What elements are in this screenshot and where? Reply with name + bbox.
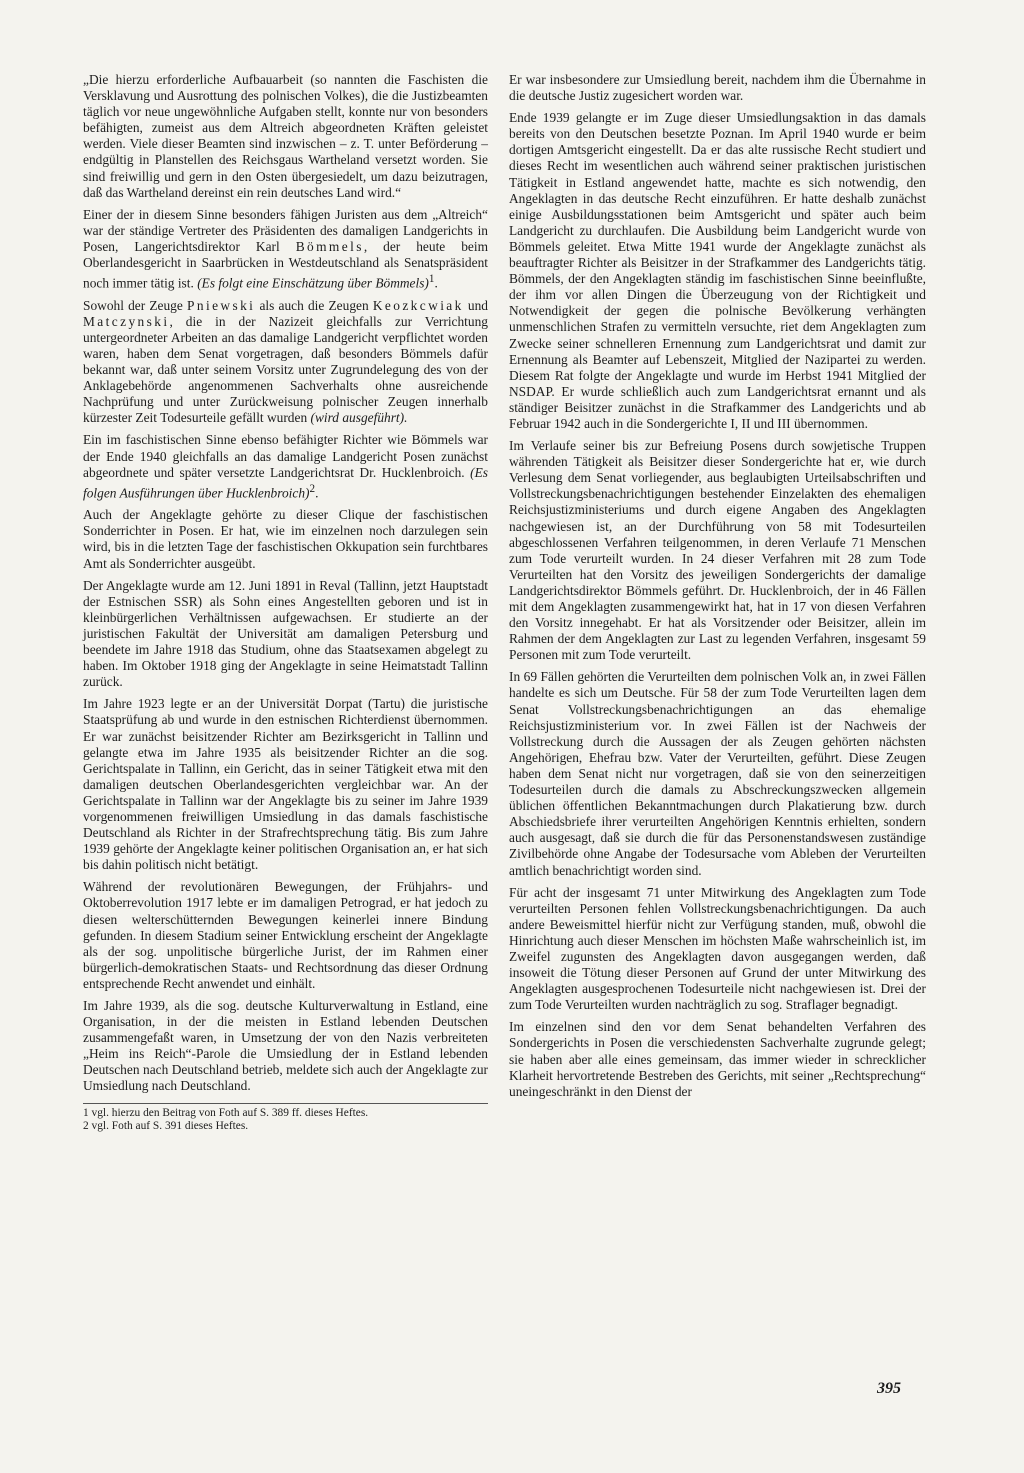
paragraph: Auch der Angeklagte gehörte zu dieser Clique der faschistischen Sonderrichter in Posen. Er hat, wie im einzelnen noch darzulegen sein wird, bis in die letzten Tage der faschistischen Okkupation sein furchtbares Amt als Sonderrichter ausgeübt. xyxy=(83,507,488,571)
paragraph: Einer der in diesem Sinne besonders fähigen Juristen aus dem „Altreich“ war der ständige Vertreter des Präsidenten des damaligen Landgerichts in Posen, Langerichtsdirektor Karl Bömmels, der heute beim Oberlandesgericht in Saarbrücken in Westdeutschland als Senatspräsident noch immer tätig ist. (Es folgt eine Einschätzung über Bömmels)$^1$. xyxy=(83,206,488,291)
paragraph: Er war insbesondere zur Umsiedlung bereit, nachdem ihm die Übernahme in die deutsche Justiz zugesichert worden war. xyxy=(509,72,926,104)
right-column xyxy=(509,72,926,1106)
paragraph: Während der revolutionären Bewegungen, der Frühjahrs- und Oktoberrevolution 1917 lebte er im damaligen Petrograd, er hat jedoch zu diesen welterschütternden Bewegungen keinerlei innere Bindung gefunden. In diesem Stadium seiner Entwicklung erscheint der Angeklagte als der sog. unpolitische bürgerliche Jurist, der im Rahmen einer bürgerlich-demokratischen Staats- und Rechtsordnung das dieser Ordnung entsprechende Recht anwendet und einhält. xyxy=(83,879,488,991)
paragraph: Im Jahre 1939, als die sog. deutsche Kulturverwaltung in Estland, eine Organisation, in der die meisten in Estland lebenden Deutschen zusammengefaßt waren, in Umsetzung der von den Nazis verbreiteten „Heim ins Reich“-Parole die Umsiedlung der in Estland lebenden Deutschen nach Deutschland betrieb, meldete sich auch der Angeklagte zur Umsiedlung nach Deutschland. xyxy=(83,998,488,1094)
paragraph xyxy=(83,298,488,427)
left-column xyxy=(83,72,488,1134)
page-number: 395 xyxy=(877,1380,901,1397)
person-name: Keozkcwiak xyxy=(372,297,464,313)
editorial-note: (wird ausgeführt). xyxy=(310,410,408,426)
footnote-ref: 2 xyxy=(309,482,316,495)
text-run: Einer der in diesem Sinne besonders fähigen Juristen aus dem „Altreich“ war der ständige Vertreter des Präsidenten des damaligen Landgerichts in Posen, Langerichtsdirektor Karl xyxy=(83,206,488,254)
paragraph: Ende 1939 gelangte er im Zuge dieser Umsiedlungsaktion in das damals bereits von den Deutschen besetzte Poznan. Im April 1940 wurde er beim dortigen Amtsgericht eingestellt. Da er das alte russische Recht studiert und dieses Recht im wesentlichen auch während seiner praktischen juristischen Tätigkeit in Estland angewendet hatte, machte es sich notwendig, den Angeklagten in das deutsche Recht einzuführen. Er hatte deshalb zunächst einige Ausbildungsstationen beim Amtsgericht und später auch beim Landgericht zu durchlaufen. Die Ausbildung beim Landgericht wurde von Bömmels geleitet. Etwa Mitte 1941 wurde der Angeklagte zunächst als beauftragter Richter als Beisitzer in der Strafkammer des Landgerichts tätig. Bömmels, der den Angeklagten ständig im faschistischen Sinne beeinflußte, der ihm vor allen Dingen die Überzeugung von der Richtigkeit und Notwendigkeit der gegen die polnische Bevölkerung verhängten unmenschlichen Strafen zu vermitteln versuchte, riet dem Angeklagten zum Zwecke seiner schnelleren Ernennung zum Landgerichtsrat und damit zur Ernennung als Beamter auf Lebenszeit, Mitglied der Nazipartei zu werden. Diesem Rat folgte der Angeklagte und wurde im Herbst 1941 Mitglied der NSDAP. Er wurde schließlich auch zum Landgerichtsrat ernannt und als ständiger Beisitzer zunächst in die Strafkammer des Landgerichts und ab Februar 1942 auch in die Sondergerichte I, II und III übernommen. xyxy=(509,110,926,431)
person-name: Bömmels xyxy=(295,238,364,254)
text-run: als auch die Zeugen xyxy=(255,297,373,313)
paragraph: In 69 Fällen gehörten die Verurteilten dem polnischen Volk an, in zwei Fällen handelte es sich um Deutsche. Für 58 der zum Tode Verurteilten lagen dem Senat Vollstreckungsbenachrichtigungen an das ehemalige Reichsjustizministerium vor. In zwei Fällen ist der Nachweis der Vollstreckung durch die Aussagen der als Zeugen gehörten nächsten Angehörigen, Ehefrau bzw. Vater der Verurteilten, geführt. Diese Zeugen haben dem Senat nicht nur vorgetragen, daß sie von den seinerzeitigen Todesurteilen durch die damals zu Abschreckungszwecken allgemein üblichen öffentlichen Bekanntmachungen durch Plakatierung bzw. durch Abschiedsbriefe ihrer verurteilten Angehörigen Kenntnis erhielten, sondern auch ausgesagt, daß sie durch die für das Personenstandswesen zuständige Zivilbehörde ohne Angabe der Todesursache vom Ableben der Verurteilten amtlich benachrichtigt worden sind. xyxy=(509,669,926,878)
editorial-note: (Es folgen Ausführungen über Hucklenbroich) xyxy=(83,464,488,501)
text-run: Ein im faschistischen Sinne ebenso befähigter Richter wie Bömmels war der Ende 1940 gleichfalls an das damalige Landgericht Posen zunächst abgeordnete und später versetzte Landgerichtsrat Dr. Hucklenbroich. xyxy=(83,432,488,480)
paragraph: Im einzelnen sind den vor dem Senat behandelten Verfahren des Sondergerichts in Posen die verschiedensten Sachverhalte zugrunde gelegt; sie haben aber alle eines gemeinsam, das immer wieder in schrecklicher Klarheit hervortretende Bestreben des Gerichts, mit seiner „Rechtsprechung“ uneingeschränkt in den Dienst der xyxy=(509,1019,926,1099)
footnote: 2 vgl. Foth auf S. 391 dieses Heftes. xyxy=(83,1120,249,1133)
text-run: und xyxy=(463,297,489,313)
footnote: 1 vgl. hierzu den Beitrag von Foth auf S. 389 ff. dieses Heftes. xyxy=(83,1106,369,1119)
person-name: Pniewski xyxy=(187,297,256,313)
text-run: , der heute beim Oberlandesgericht in Saarbrücken in Westdeutschland als Senatspräsident noch immer tätig ist. xyxy=(83,238,488,291)
paragraph: „Die hierzu erforderliche Aufbauarbeit (so nannten die Faschisten die Versklavung und Ausrottung des polnischen Volkes), die die Justizbeamten täglich vor neue ungewöhnliche Aufgaben stellt, konnte nur von besonders befähigten, zumeist aus dem Altreich abgeordneten Kräften geleistet werden. Viele dieser Beamten sind inzwischen – z. T. unter Beförderung – endgültig in Planstellen des Reichsgaus Wartheland versetzt worden. Sie sind freiwillig und gern in den Osten übergesiedelt, um dazu beizutragen, daß das Wartheland dereinst ein rein deutsches Land wird.“ xyxy=(83,72,488,200)
paragraph: Für acht der insgesamt 71 unter Mitwirkung des Angeklagten zum Tode verurteilten Personen fehlen Vollstreckungsbenachrichtigungen. Da auch andere Beweismittel hierfür nicht zur Verfügung standen, muß, obwohl die Hinrichtung auch dieser Menschen im höchsten Maße wahrscheinlich ist, im Zweifel zugunsten des Angeklagten davon ausgegangen werden, daß insoweit die Tötung dieser Personen auf Grund der unter Mitwirkung des Angeklagten ausgesprochenen Todesurteile nicht nachgewiesen ist. Drei der zum Tode Verurteilten wurden nachträglich zu sog. Straflager begnadigt. xyxy=(509,884,926,1013)
editorial-note: (Es folgt eine Einschätzung über Bömmels) xyxy=(197,275,429,291)
footnotes xyxy=(83,1103,488,1134)
text-run: , die in der Nazizeit gleichfalls zur Verrichtung untergeordneter Arbeiten an das damalige Landgericht verpflichtet worden waren, haben dem Senat vorgetragen, daß besonders Bömmels dafür bekannt war, daß unter seinem Vorsitz unter Zugrundelegung des von der Anklagebehörde angenommenen Sachverhalts ohne ausreichende Nachprüfung und unter Zurückweisung polnischer Zeugen innerhalb kürzester Zeit Todesurteile gefällt wurden xyxy=(83,313,488,426)
text-run: Sowohl der Zeuge xyxy=(83,297,187,313)
paragraph: Der Angeklagte wurde am 12. Juni 1891 in Reval (Tallinn, jetzt Hauptstadt der Estnischen SSR) als Sohn eines Angestellten geboren und ist in kleinbürgerlichen Verhältnissen aufgewachsen. Er studierte an der juristischen Fakultät der Universität am damaligen Petersburg und beendete im Jahre 1918 das Studium, ohne das Staatsexamen abgelegt zu haben. Im Oktober 1918 ging der Angeklagte in seine Heimatstadt Tallinn zurück. xyxy=(83,577,488,690)
person-name: Matczynski xyxy=(83,313,170,329)
paragraph: Ein im faschistischen Sinne ebenso befähigter Richter wie Bömmels war der Ende 1940 gleichfalls an das damalige Landgericht Posen zunächst abgeordnete und später versetzte Landgerichtsrat Dr. Hucklenbroich. (Es folgen Ausführungen über Hucklenbroich)$^2$. xyxy=(83,432,488,501)
paragraph: Im Jahre 1923 legte er an der Universität Dorpat (Tartu) die juristische Staatsprüfung ab und wurde in den estnischen Richterdienst übernommen. Er war zunächst beisitzender Richter am Bezirksgericht in Tallinn und gelangte etwa im Jahre 1935 als beisitzender Richter an die sog. Gerichtspalate in Tallinn, ein Gericht, das in seiner Tätigkeit etwa mit den damaligen deutschen Oberlandesgerichten vergleichbar war. An der Gerichtspalate in Tallinn war der Angeklagte bis zu seiner im Jahre 1939 vorgenommenen freiwilligen Umsiedlung in das damals faschistische Deutschland als Richter in der Strafrechtsprechung tätig. Bis zum Jahre 1939 gehörte der Angeklagte keiner politischen Organisation an, er hat sich bis dahin politisch nicht betätigt. xyxy=(83,696,488,873)
footnote-ref: 1 xyxy=(428,273,435,286)
paragraph: Im Verlaufe seiner bis zur Befreiung Posens durch sowjetische Truppen währenden Tätigkeit als Beisitzer dieser Sondergerichte hat er, wie durch Verlesung dem Senat vorliegender, aus beglaubigten Urteilsabschriften und Vollstreckungsbenachrichtigungen bestehender Einzelakten des ehemaligen Reichsjustizministeriums und durch eigene Angaben des Angeklagten nachgewiesen ist, an der Durchführung von 58 mit Todesurteilen abgeschlossenen Verfahren teilgenommen, in deren Verlaufe 71 Menschen zum Tode verurteilt wurden. In 24 dieser Verfahren mit 28 zum Tode Verurteilten hat den Vorsitz des jeweiligen Sondergerichts der damalige Landgerichtsdirektor Bömmels geführt. Dr. Hucklenbroich, der in 46 Fällen mit dem Angeklagten zusammengewirkt hat, hat in 17 von diesen Verfahren den Vorsitz innegehabt. Er hat als Vorsitzender oder Beisitzer, allein im Rahmen der dem Angeklagten zur Last zu legenden Verfahren, insgesamt 59 Personen mit zum Tode verurteilt. xyxy=(509,438,926,663)
